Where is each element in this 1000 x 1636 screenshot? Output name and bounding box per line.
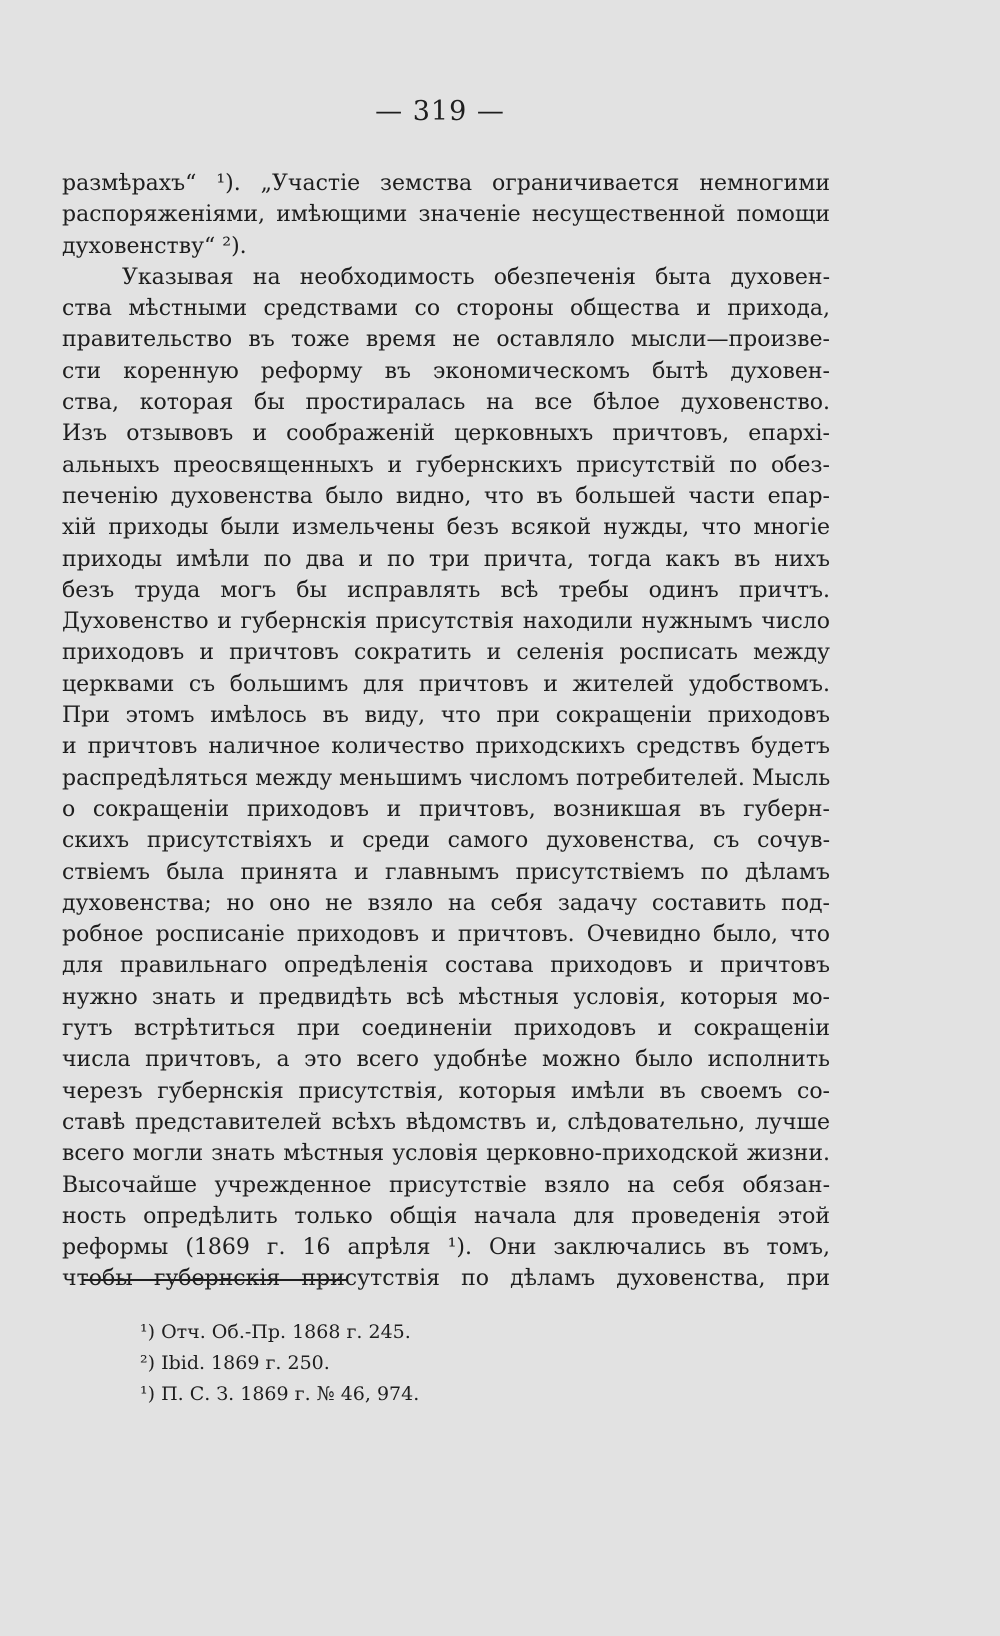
text-line: о сокращеніи приходовъ и причтовъ, возникшая въ губерн- [62, 796, 830, 822]
text-line: Высочайше учрежденное присутствіе взяло на себя обязан- [62, 1172, 830, 1198]
text-line: черезъ губернскія присутствія, которыя имѣли въ своемъ со- [62, 1078, 830, 1104]
text-line: духовенству“ ²). [62, 233, 247, 259]
text-line: скихъ присутствіяхъ и среди самого духовенства, съ сочув- [62, 828, 830, 854]
text-line: сти коренную реформу въ экономическомъ бытѣ духовен- [62, 358, 830, 384]
text-line: и причтовъ наличное количество приходскихъ средствъ будетъ [62, 734, 830, 760]
text-line: ства мѣстными средствами со стороны общества и прихода, [62, 296, 830, 322]
text-line: распоряженіями, имѣющими значеніе несущественной помощи [62, 202, 830, 228]
text-line: чтобы губернскія присутствія по дѣламъ духовенства, при [62, 1266, 830, 1292]
text-line: При этомъ имѣлось въ виду, что при сокращеніи приходовъ [62, 703, 830, 729]
text-line: распредѣляться между меньшимъ числомъ потребителей. Мысль [62, 765, 831, 791]
text-line: размѣрахъ“ ¹). „Участіе земства ограничивается немногими [62, 171, 830, 196]
footnote: ²) Ibid. 1869 г. 250. [140, 1352, 330, 1374]
text-line: хій приходы были измельчены безъ всякой нужды, что многіе [62, 515, 830, 541]
footnote: ¹) Отч. Об.-Пр. 1868 г. 245. [140, 1321, 411, 1343]
text-line: печенію духовенства было видно, что въ большей части епар- [62, 483, 830, 509]
text-line: альныхъ преосвященныхъ и губернскихъ присутствій по обез- [62, 452, 830, 478]
text-line: правительство въ тоже время не оставляло мысли—произве- [62, 327, 830, 353]
text-line: всего могли знать мѣстныя условія церковно-приходской жизни. [62, 1141, 830, 1167]
text-line: ставѣ представителей всѣхъ вѣдомствъ и, слѣдовательно, лучше [62, 1109, 830, 1135]
text-line: Изъ отзывовъ и соображеній церковныхъ причтовъ, епархі- [62, 421, 830, 447]
body-text [62, 168, 830, 1295]
text-line: духовенства; но оно не взяло на себя задачу составить под- [62, 890, 830, 916]
page-number: — 319 — [375, 96, 505, 127]
text-line: ствіемъ была принята и главнымъ присутствіемъ по дѣламъ [62, 859, 830, 885]
text-line: робное росписаніе приходовъ и причтовъ. Очевидно было, что [62, 922, 830, 948]
text-line: Указывая на необходимость обезпеченія быта духовен- [122, 264, 830, 290]
footnote: ¹) П. С. З. 1869 г. № 46, 974. [140, 1383, 420, 1405]
text-line: нужно знать и предвидѣть всѣ мѣстныя условія, которыя мо- [62, 984, 830, 1010]
footnote-divider [82, 1279, 348, 1281]
text-line: ность опредѣлить только общія начала для проведенія этой [62, 1203, 830, 1229]
text-line: приходы имѣли по два и по три причта, тогда какъ въ нихъ [62, 546, 830, 572]
text-line: реформы (1869 г. 16 апрѣля ¹). Они заключались въ томъ, [62, 1235, 830, 1261]
text-line: гутъ встрѣтиться при соединеніи приходовъ и сокращеніи [62, 1016, 830, 1042]
text-line: ства, которая бы простиралась на все бѣлое духовенство. [62, 390, 830, 416]
footnotes [140, 1317, 540, 1410]
text-line: приходовъ и причтовъ сократить и селенія росписать между [62, 640, 830, 666]
text-line: безъ труда могъ бы исправлять всѣ требы одинъ причтъ. [62, 577, 830, 603]
text-line: Духовенство и губернскія присутствія находили нужнымъ число [62, 609, 830, 635]
text-line: для правильнаго опредѣленія состава приходовъ и причтовъ [62, 953, 830, 979]
text-line: числа причтовъ, а это всего удобнѣе можно было исполнить [62, 1047, 830, 1073]
text-line: церквами съ большимъ для причтовъ и жителей удобствомъ. [62, 671, 830, 697]
